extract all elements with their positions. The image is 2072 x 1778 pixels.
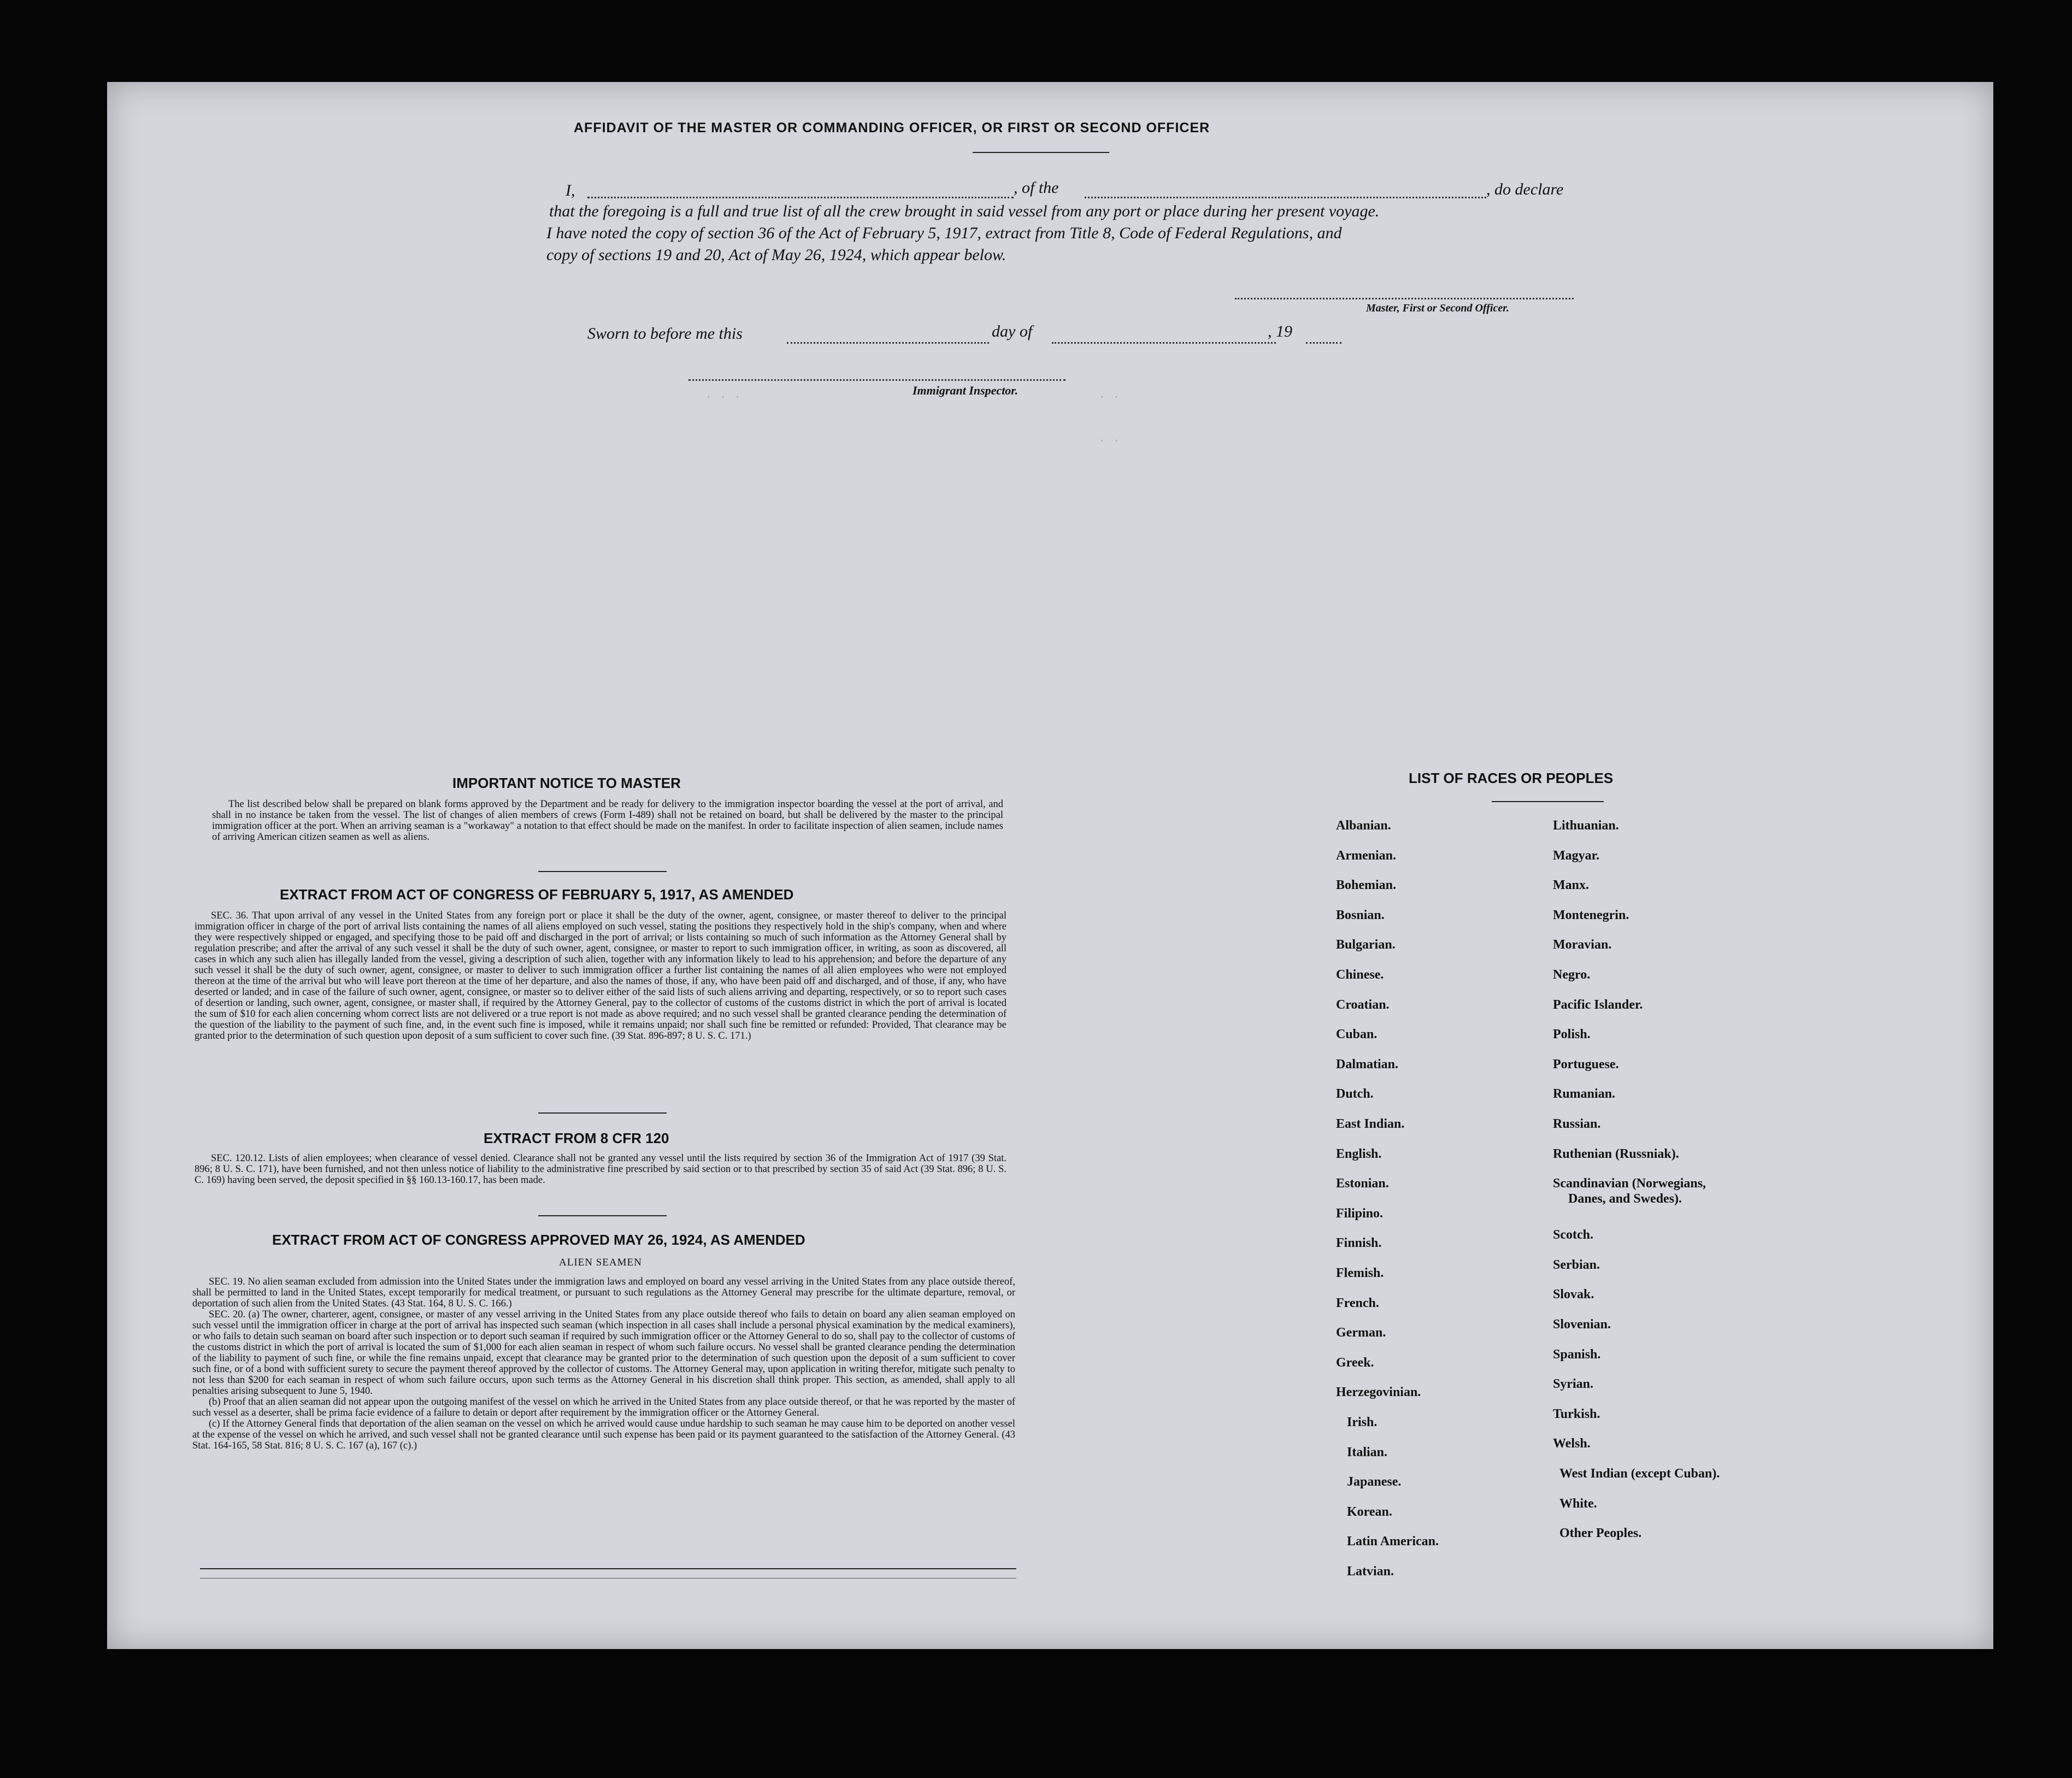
races-title: LIST OF RACES OR PEOPLES [1409, 770, 1614, 786]
race-item: Slovenian. [1553, 1317, 1611, 1332]
race-item: Syrian. [1553, 1377, 1594, 1391]
race-item: Korean. [1347, 1505, 1392, 1519]
affidavit-line-3: I have noted the copy of section 36 of the Act of February 5, 1917, extract from Title 8, Code of Federal Regulations, and [546, 224, 1342, 242]
race-item: Chinese. [1336, 968, 1384, 982]
sec-19-paragraph: SEC. 19. No alien seaman excluded from admission into the United States under the immigration laws and employed on board any vessel arriving in the United States from any place outside thereof, shall be permitted to land in the United States, except temporarily for medical treatment, or pursuant to such regulations as the Attorney General may prescribe for the ultimate departure, removal, or deportation of such alien from the United States. (43 Stat. 164, 8 U. S. C. 166.) [192, 1276, 1015, 1309]
race-item: Russian. [1553, 1117, 1601, 1131]
race-item: Filipino. [1336, 1206, 1384, 1221]
sworn-day-blank [787, 342, 989, 344]
bleed-through-mark: . . . [705, 388, 741, 402]
race-item: Ruthenian (Russniak). [1553, 1147, 1679, 1161]
race-item: Danes, and Swedes). [1568, 1192, 1682, 1206]
race-item: Spanish. [1553, 1347, 1601, 1362]
race-item: Serbian. [1553, 1258, 1600, 1272]
race-item: Albanian. [1336, 819, 1391, 833]
race-item: English. [1336, 1147, 1382, 1161]
race-item: Greek. [1336, 1356, 1374, 1370]
bottom-rule [200, 1568, 1016, 1569]
race-item: Dalmatian. [1336, 1057, 1398, 1071]
inspector-caption: Immigrant Inspector. [913, 384, 1019, 397]
extract-1924-text [192, 1276, 1015, 1451]
sec-20a-paragraph: SEC. 20. (a) The owner, charterer, agent, consignee, or master of any vessel arriving in the United States from any place outside thereof who fails to detain on board any alien seaman employed on such vessel until the immigration officer in charge at the port of arrival has inspected such seaman (which inspection in all cases shall include a personal physical examination by the medical examiners), or who fails to detain such seaman on board after such inspection or to deport such seaman if required by such immigration officer or the Attorney General to do so, shall pay to the collector of customs of the customs district in which the port of arrival is located the sum of $1,000 for each alien seaman in respect of whom such failure occurs. No vessel shall be granted clearance pending the determination of the liability to payment of such fine, or while the fine remains unpaid, except that clearance may be granted prior to the determination of such question upon the deposit of a sum sufficient to cover such fine, or of a bond with sufficient surety to secure the payment thereof approved by the collector of customs. The Attorney General may, upon application in writing therefor, mitigate such penalty to not less than $200 for each seaman in respect of whom such failure occurs, upon such terms as the Attorney General in his discretion shall think proper. This section, as amended, shall apply to all penalties arising subsequent to June 5, 1940. [192, 1309, 1015, 1397]
race-item: Latin American. [1347, 1534, 1439, 1549]
punch-hole [2008, 146, 2036, 175]
affidavit-line-4: copy of sections 19 and 20, Act of May 26, 1924, which appear below. [546, 246, 1006, 264]
race-item: Estonian. [1336, 1176, 1389, 1191]
sworn-prefix: Sworn to before me this [587, 325, 743, 343]
race-item: French. [1336, 1296, 1379, 1310]
vessel-blank [1085, 197, 1486, 198]
sworn-day-of: day of [992, 322, 1033, 340]
race-item: Portuguese. [1553, 1057, 1619, 1071]
race-item: Moravian. [1553, 938, 1612, 952]
sworn-year-blank [1306, 342, 1341, 344]
affidavit-i: I, [566, 181, 575, 199]
race-item: Cuban. [1336, 1027, 1378, 1041]
extract-1917-title: EXTRACT FROM ACT OF CONGRESS OF FEBRUARY 5, 1917, AS AMENDED [280, 886, 794, 903]
race-item: Polish. [1553, 1027, 1591, 1041]
sworn-month-blank [1052, 342, 1276, 344]
race-item: Manx. [1553, 878, 1589, 892]
race-item: German. [1336, 1326, 1386, 1340]
races-underline [1492, 801, 1604, 802]
affidavit-title: AFFIDAVIT OF THE MASTER OR COMMANDING OFFICER, OR FIRST OR SECOND OFFICER [574, 120, 1210, 136]
extract-1917-text [195, 910, 1006, 1041]
notice-paragraph: The list described below shall be prepared on blank forms approved by the Department and be ready for delivery to the immigration inspector boarding the vessel at the port of arrival, and shall in no instance be taken from the vessel. The list of changes of alien members of crews (Form I-489) shall not be retained on board, but shall be delivered by the master to the principal immigration officer at the port. When an arriving seaman is a "workaway" a notation to that effect should be made on the manifest. In order to facilitate inspection of alien seamen, include names of arriving American citizen seamen as well as aliens. [212, 799, 1003, 843]
race-item: Scandinavian (Norwegians, [1553, 1176, 1706, 1191]
race-item: Irish. [1347, 1415, 1378, 1429]
race-item: Rumanian. [1553, 1087, 1616, 1101]
race-item: Finnish. [1336, 1236, 1382, 1250]
race-item: Flemish. [1336, 1266, 1384, 1280]
race-item: White. [1559, 1497, 1597, 1511]
bottom-rule [200, 1578, 1016, 1579]
race-item: Magyar. [1553, 849, 1600, 863]
affidavit-of-the: , of the [1014, 179, 1059, 197]
race-item: Slovak. [1553, 1287, 1594, 1302]
extract-1924-title: EXTRACT FROM ACT OF CONGRESS APPROVED MAY 26, 1924, AS AMENDED [272, 1232, 805, 1248]
sec-120-12-paragraph: SEC. 120.12. Lists of alien employees; when clearance of vessel denied. Clearance shall not be granted any vessel until the lists required by section 36 of the Immigration Act of 1917 (39 Stat. 896; 8 U. S. C. 171), have been furnished, and not then unless notice of liability to the administrative fine prescribed by said section or to that prescribed by section 35 of said Act (39 Stat. 896; 8 U. S. C. 169) having been served, the deposit specified in §§ 160.13-160.17, has been made. [195, 1153, 1006, 1186]
sec-20b-paragraph: (b) Proof that an alien seaman did not appear upon the outgoing manifest of the vessel on which he arrived in the United States from any place outside thereof, or that he was reported by the master of such vessel as a deserter, shall be prima facie evidence of a failure to detain or deport after requirement by the immigration officer or the Attorney General. [192, 1397, 1015, 1418]
race-item: Negro. [1553, 968, 1591, 982]
race-item: Japanese. [1347, 1475, 1402, 1489]
signature-caption: Master, First or Second Officer. [1366, 302, 1509, 314]
name-blank [587, 197, 1014, 198]
race-item: Bulgarian. [1336, 938, 1396, 952]
punch-hole [2013, 191, 2038, 213]
inspector-blank [688, 379, 1066, 381]
extract-cfr-title: EXTRACT FROM 8 CFR 120 [484, 1130, 669, 1146]
race-item: Scotch. [1553, 1228, 1593, 1242]
race-item: Herzegovinian. [1336, 1385, 1421, 1399]
race-item: Armenian. [1336, 849, 1396, 863]
race-item: Other Peoples. [1559, 1526, 1642, 1540]
notice-text [212, 799, 1003, 843]
section-divider [538, 1215, 667, 1216]
race-item: West Indian (except Cuban). [1559, 1467, 1720, 1481]
alien-seamen-subtitle: ALIEN SEAMEN [559, 1257, 642, 1268]
race-item: Latvian. [1347, 1564, 1394, 1579]
race-item: Montenegrin. [1553, 908, 1629, 922]
race-item: Pacific Islander. [1553, 998, 1643, 1012]
section-divider [538, 871, 667, 872]
race-item: Bosnian. [1336, 908, 1385, 922]
race-item: Dutch. [1336, 1087, 1374, 1101]
affidavit-declare: , do declare [1486, 180, 1564, 198]
title-underline [973, 152, 1109, 153]
race-item: Welsh. [1553, 1436, 1591, 1451]
sec-20c-paragraph: (c) If the Attorney General finds that deportation of the alien seaman on the vessel on which he arrived would cause undue hardship to such seaman he may cause him to be deported on another vessel at the expense of the vessel on which he arrived, and such vessel shall not be granted clearance until such expense has been paid or its payment guaranteed to the satisfaction of the Attorney General. (43 Stat. 164-165, 58 Stat. 816; 8 U. S. C. 167 (a), 167 (c).) [192, 1418, 1015, 1451]
extract-cfr-text [195, 1153, 1006, 1186]
affidavit-line-2: that the foregoing is a full and true list of all the crew brought in said vessel from any port or place during her present voyage. [549, 202, 1380, 220]
race-item: East Indian. [1336, 1117, 1405, 1131]
race-item: Bohemian. [1336, 878, 1397, 892]
notice-title: IMPORTANT NOTICE TO MASTER [452, 775, 681, 791]
race-item: Lithuanian. [1553, 819, 1619, 833]
sec-36-paragraph: SEC. 36. That upon arrival of any vessel in the United States from any foreign port or place it shall be the duty of the owner, agent, consignee, or master thereof to deliver to the principal immigration officer in charge of the port of arrival lists containing the names of all aliens employed on such vessel, stating the positions they respectively hold in the ship's company, when and where they were respectively shipped or engaged, and specifying those to be paid off and discharged in the port of arrival; or lists containing so much of such information as the Attorney General shall by regulation prescribe; and after the arrival of any such vessel it shall be the duty of such owner, agent, consignee, or master to report to such immigration officer, in writing, as soon as discovered, all cases in which any such alien has illegally landed from the vessel, giving a description of such alien, together with any information likely to lead to his apprehension; and before the departure of any such vessel it shall be the duty of such owner, agent, consignee, or master to deliver to such immigration officer a further list containing the names of all alien employees who were not employed thereon at the time of the arrival but who will leave port thereon at the time of her departure, and also the names of those, if any, who have been paid off and discharged, and of those, if any, who have deserted or landed; and in case of the failure of such owner, agent, consignee, or master so to deliver either of the said lists of such aliens arriving and departing, respectively, or so to report such cases of desertion or landing, such owner, agent, consignee, or master shall, if required by the Attorney General, pay to the collector of customs of the customs district in which the port of arrival is located the sum of $10 for each alien concerning whom correct lists are not delivered or a true report is not made as above required; and no such vessel shall be granted clearance pending the determination of the question of the liability to the payment of such fine, and, in the event such fine is imposed, while it remains unpaid; nor shall such fine be remitted or refunded: Provided, That clearance may be granted prior to the determination of such question upon deposit of a sum sufficient to cover such fine. (39 Stat. 896-897; 8 U. S. C. 171.) [195, 910, 1006, 1041]
race-item: Turkish. [1553, 1407, 1600, 1421]
race-item: Croatian. [1336, 998, 1390, 1012]
bleed-through-mark: . . [1098, 388, 1120, 402]
race-item: Italian. [1347, 1445, 1388, 1459]
sworn-year: , 19 [1268, 322, 1292, 340]
signature-blank [1235, 298, 1574, 299]
bleed-through-mark: . . [1098, 432, 1120, 445]
section-divider [538, 1112, 667, 1114]
